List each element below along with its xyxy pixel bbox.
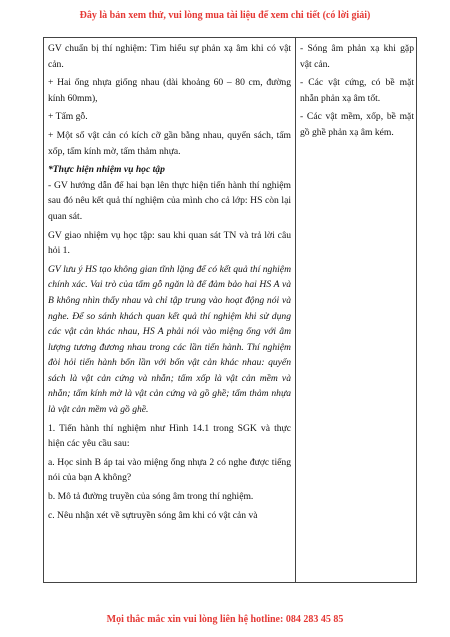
teacher-activity-column <box>44 38 296 582</box>
paragraph-pipes: + Hai ống nhựa giống nhau (dài khoảng 60 – 80 cm, đường kính 60mm), <box>48 77 291 104</box>
result-item: - Các vật cứng, có bề mặt nhẵn phản xạ âm tốt. <box>300 77 414 104</box>
result-item: - Sóng âm phản xạ khi gặp vật cản. <box>300 43 414 70</box>
hotline-banner: Mọi thắc mắc xin vui lòng liên hệ hotline: 084 283 45 85 <box>106 614 344 625</box>
paragraph-board: + Tấm gỗ. <box>48 111 88 123</box>
paragraph-prepare: GV chuẩn bị thí nghiệm: Tìm hiểu sự phản xạ âm khi có vật cản. <box>48 43 291 70</box>
paragraph-question-b: b. Mô tả đường truyền của sóng âm trong thí nghiệm. <box>48 491 254 503</box>
paragraph-task-1: 1. Tiến hành thí nghiệm như Hình 14.1 trong SGK và thực hiện các yêu cầu sau: <box>48 422 291 450</box>
paragraph-obstacles: + Một số vật cản có kích cỡ gần bằng nhau, quyển sách, tấm xốp, tấm kính mờ, tấm thảm nhựa. <box>48 129 291 157</box>
result-item: - Các vật mềm, xốp, bề mặt gồ ghề phản xạ âm kém. <box>300 111 414 138</box>
lesson-table <box>43 37 417 583</box>
preview-notice-banner: Đây là bản xem thử, vui lòng mua tài liệu để xem chi tiết (có lời giải) <box>79 10 371 21</box>
paragraph-note: GV lưu ý HS tạo không gian tĩnh lặng để có kết quả thí nghiệm chính xác. Vai trò của tấm gỗ ngăn là để đảm bảo hai HS A và B không nhìn thấy nhau và chỉ tập trung vào hoạt động nói và nghe. Để so sánh khách quan kết quả thí nghiệm khi sử dụng các vật cản khác nhau, HS A phải nói vào miệng ống với âm lượng tương đương nhau trong các lần tiến hành. Thí nghiệm đòi hỏi tiến hành bốn lần với bốn vật cản khác nhau: quyển sách là vật cản cứng và nhẵn; tấm xốp là vật cản mềm và nhẵn; tấm kính mờ là vật cản cứng và gồ ghề; tấm thảm nhựa là vật cản mềm và gồ ghề. <box>48 263 291 416</box>
paragraph-question-c: c. Nêu nhận xét về sựtruyền sóng âm khi có vật cản và <box>48 509 258 521</box>
section-heading: *Thực hiện nhiệm vụ học tập <box>48 164 165 176</box>
expected-result-column <box>296 38 417 582</box>
paragraph-question-a: a. Học sinh B áp tai vào miệng ống nhựa 2 có nghe được tiếng nói của bạn A không? <box>48 456 291 484</box>
paragraph-guide: - GV hướng dẫn để hai bạn lên thực hiện tiến hành thí nghiệm sau đó nêu kết quả thí nghiệm của mình cho cả lớp: HS còn lại quan sát. <box>48 179 291 222</box>
paragraph-assign: GV giao nhiệm vụ học tập: sau khi quan sát TN và trả lời câu hỏi 1. <box>48 229 291 257</box>
